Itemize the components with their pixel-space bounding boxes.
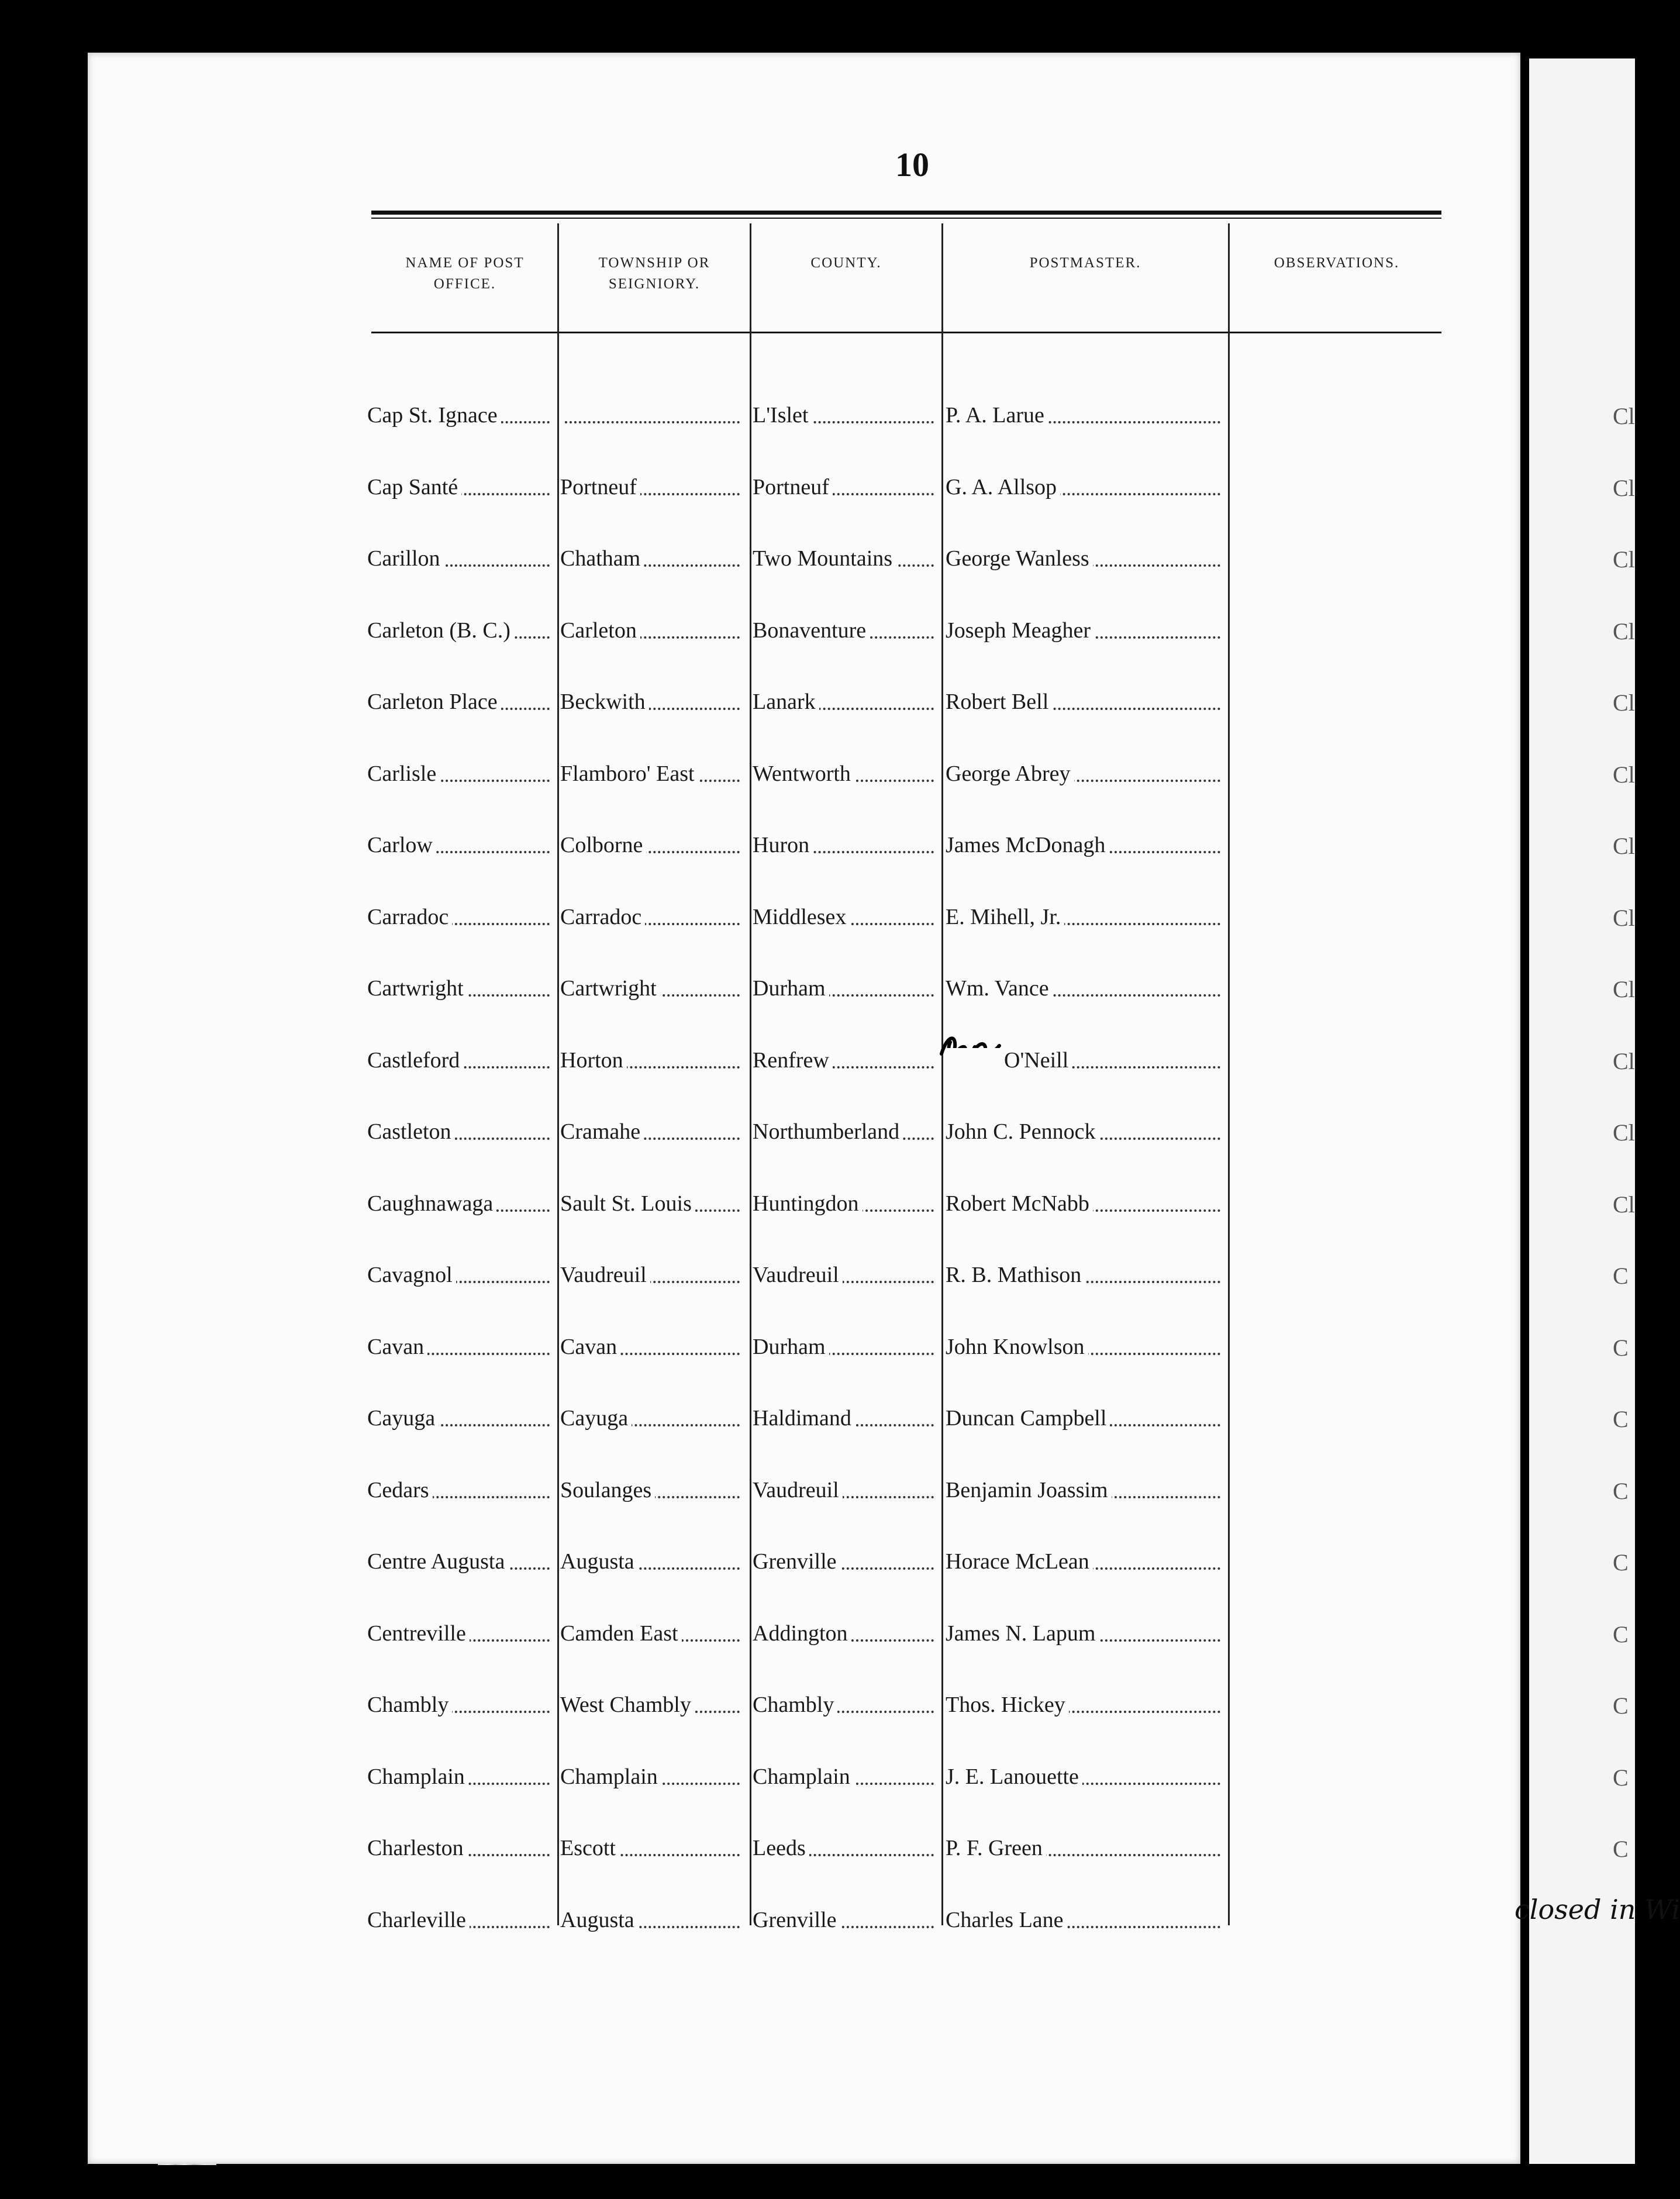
township-name-cell <box>560 899 744 935</box>
table-top-rule <box>371 211 1441 215</box>
post-office-name-cell <box>367 828 554 863</box>
postmaster-name: Robert McNabb <box>946 1191 1093 1216</box>
next-page-margin-text: C <box>1613 1334 1629 1361</box>
post-office-name: Centreville <box>367 1621 470 1646</box>
header-observations: OBSERVATIONS. <box>1274 255 1400 271</box>
next-page-margin-text: C <box>1613 1764 1629 1791</box>
county-name-cell <box>753 1902 939 1938</box>
township-name-cell <box>560 1043 744 1078</box>
county-name-cell <box>753 1616 939 1651</box>
postmaster-name: John C. Pennock <box>946 1119 1099 1144</box>
table-row <box>0 1544 1635 1597</box>
county-name: Northumberland <box>753 1119 903 1144</box>
postmaster-name: O'Neill <box>946 1048 1072 1073</box>
township-name: Beckwith <box>560 690 649 714</box>
postmaster-name-cell <box>946 1759 1225 1794</box>
table-row <box>0 828 1635 880</box>
township-name-cell <box>560 1831 744 1866</box>
postmaster-name: G. A. Allsop <box>946 475 1060 499</box>
post-office-name: Cayuga <box>367 1406 439 1431</box>
header-postmaster: POSTMASTER. <box>1029 255 1141 271</box>
township-name-cell <box>560 1401 744 1436</box>
post-office-name: Castleton <box>367 1119 455 1144</box>
table-row <box>0 613 1635 666</box>
county-name: Vaudreuil <box>753 1478 843 1502</box>
next-page-margin-text: C <box>1613 1693 1629 1719</box>
table-row <box>0 1473 1635 1525</box>
county-name: Two Mountains <box>753 546 896 571</box>
table-row <box>0 541 1635 594</box>
post-office-name: Carlow <box>367 833 436 857</box>
post-office-name: Centre Augusta <box>367 1549 508 1574</box>
postmaster-name: Wm. Vance <box>946 976 1053 1001</box>
next-page-margin-text: C <box>1613 1477 1629 1504</box>
county-name: Durham <box>753 1335 829 1359</box>
postmaster-name: Horace McLean <box>946 1549 1093 1574</box>
postmaster-name: P. F. Green <box>946 1836 1046 1860</box>
county-name: Champlain <box>753 1764 854 1789</box>
post-office-name: Cap St. Ignace <box>367 403 501 428</box>
township-name: Portneuf <box>560 475 640 499</box>
county-name: L'Islet <box>753 403 812 428</box>
post-office-name: Cavagnol <box>367 1263 456 1287</box>
county-name: Lanark <box>753 690 819 714</box>
county-name-cell <box>753 1186 939 1221</box>
county-name: Leeds <box>753 1836 809 1860</box>
table-row <box>0 1257 1635 1310</box>
post-office-name-cell <box>367 613 554 648</box>
post-office-name: Chambly <box>367 1693 452 1717</box>
next-page-margin-text: C <box>1613 1549 1629 1576</box>
post-office-name-cell <box>367 1616 554 1651</box>
next-page-margin-text: Cl <box>1613 976 1635 1002</box>
table-row <box>0 1043 1635 1095</box>
post-office-name: Castleford <box>367 1048 463 1073</box>
county-name-cell <box>753 1114 939 1149</box>
township-name <box>560 403 564 428</box>
post-office-name-cell <box>367 1831 554 1866</box>
next-page-margin-text: C <box>1613 1621 1629 1647</box>
postmaster-name-cell <box>946 1616 1225 1651</box>
township-name-cell <box>560 971 744 1006</box>
table-row <box>0 470 1635 522</box>
table-row <box>0 756 1635 809</box>
township-name: Horton <box>560 1048 627 1073</box>
post-office-name: Caughnawaga <box>367 1191 496 1216</box>
postmaster-name-cell <box>946 1329 1225 1364</box>
postmaster-name-cell <box>946 1687 1225 1722</box>
township-name: Sault St. Louis <box>560 1191 695 1216</box>
next-page-margin-text: Cl <box>1613 474 1635 501</box>
next-page-margin-text: Cl <box>1613 1047 1635 1074</box>
township-name-cell <box>560 1257 744 1292</box>
county-name-cell <box>753 971 939 1006</box>
next-page-margin-text: Cl <box>1613 1119 1635 1146</box>
table-row <box>0 1186 1635 1239</box>
township-name-cell <box>560 1473 744 1508</box>
postmaster-name-cell <box>946 1473 1225 1508</box>
postmaster-name: P. A. Larue <box>946 403 1048 428</box>
postmaster-name-cell <box>946 971 1225 1006</box>
township-name-cell <box>560 1329 744 1364</box>
county-name: Huntingdon <box>753 1191 863 1216</box>
township-name: Cartwright <box>560 976 660 1001</box>
table-row <box>0 1616 1635 1669</box>
township-name: Augusta <box>560 1549 638 1574</box>
county-name: Wentworth <box>753 761 854 786</box>
post-office-name-cell <box>367 1329 554 1364</box>
postmaster-name: John Knowlson <box>946 1335 1088 1359</box>
next-page-margin-text: Cl <box>1613 690 1635 716</box>
county-name: Huron <box>753 833 813 857</box>
postmaster-name: James McDonagh <box>946 833 1109 857</box>
post-office-name: Carradoc <box>367 905 452 929</box>
post-office-name-cell <box>367 398 554 433</box>
post-office-name: Cap Santé <box>367 475 461 499</box>
county-name: Addington <box>753 1621 851 1646</box>
county-name-cell <box>753 684 939 719</box>
township-name-cell <box>560 1114 744 1149</box>
postmaster-name-cell <box>946 470 1225 505</box>
table-row <box>0 971 1635 1023</box>
postmaster-name-cell <box>946 1544 1225 1579</box>
post-office-name-cell <box>367 1759 554 1794</box>
postmaster-name-cell <box>946 899 1225 935</box>
county-name-cell <box>753 756 939 791</box>
county-name: Chambly <box>753 1693 837 1717</box>
county-name-cell <box>753 541 939 576</box>
post-office-name: Carlisle <box>367 761 440 786</box>
postmaster-name-cell <box>946 613 1225 648</box>
margin-annotation: closed in Wi <box>1515 1894 1680 1925</box>
header-bottom-rule <box>371 332 1441 333</box>
postmaster-name-cell <box>946 398 1225 433</box>
postmaster-name-cell <box>946 684 1225 719</box>
table-row <box>0 1401 1635 1453</box>
county-name: Portneuf <box>753 475 833 499</box>
postmaster-name: R. B. Mathison <box>946 1263 1085 1287</box>
post-office-name-cell <box>367 541 554 576</box>
postmaster-name: Joseph Meagher <box>946 618 1094 643</box>
township-name: Chatham <box>560 546 644 571</box>
post-office-name-cell <box>367 1401 554 1436</box>
township-name-cell <box>560 1687 744 1722</box>
post-office-name: Cedars <box>367 1478 433 1502</box>
postmaster-name-cell <box>946 541 1225 576</box>
township-name: Soulanges <box>560 1478 655 1502</box>
table-row <box>0 1831 1635 1883</box>
post-office-name: Carleton (B. C.) <box>367 618 514 643</box>
postmaster-name: Duncan Campbell <box>946 1406 1110 1431</box>
county-name: Durham <box>753 976 829 1001</box>
post-office-name-cell <box>367 1257 554 1292</box>
post-office-name-cell <box>367 684 554 719</box>
county-name-cell <box>753 828 939 863</box>
postmaster-name-cell <box>946 1043 1225 1078</box>
post-office-name-cell <box>367 971 554 1006</box>
county-name-cell <box>753 1043 939 1078</box>
postmaster-name-cell <box>946 1902 1225 1938</box>
township-name: Carradoc <box>560 905 645 929</box>
page-number: 10 <box>895 146 929 184</box>
county-name: Grenville <box>753 1908 840 1932</box>
table-row <box>0 1329 1635 1382</box>
township-name: Cayuga <box>560 1406 632 1431</box>
county-name-cell <box>753 470 939 505</box>
postmaster-name-cell <box>946 1257 1225 1292</box>
county-name-cell <box>753 1831 939 1866</box>
township-name-cell <box>560 1759 744 1794</box>
county-name-cell <box>753 1544 939 1579</box>
county-name: Bonaventure <box>753 618 870 643</box>
header-post-office: NAME OF POST OFFICE. <box>405 255 525 292</box>
township-name-cell <box>560 470 744 505</box>
postmaster-name: George Abrey <box>946 761 1074 786</box>
postmaster-name: J. E. Lanouette <box>946 1764 1082 1789</box>
county-name: Middlesex <box>753 905 850 929</box>
postmaster-name-cell <box>946 828 1225 863</box>
postmaster-name-cell <box>946 1114 1225 1149</box>
table-row <box>0 1902 1635 1955</box>
next-page-margin-text: Cl <box>1613 761 1635 788</box>
township-name-cell <box>560 613 744 648</box>
table-row <box>0 398 1635 450</box>
post-office-name-cell <box>367 1902 554 1938</box>
county-name: Haldimand <box>753 1406 855 1431</box>
county-name-cell <box>753 1329 939 1364</box>
township-name: Escott <box>560 1836 619 1860</box>
postmaster-name: Charles Lane <box>946 1908 1067 1932</box>
table-row <box>0 1759 1635 1812</box>
next-page-margin-text: Cl <box>1613 904 1635 931</box>
county-name-cell <box>753 899 939 935</box>
township-name: Cramahe <box>560 1119 644 1144</box>
county-name-cell <box>753 1473 939 1508</box>
table-row <box>0 899 1635 952</box>
county-name: Vaudreuil <box>753 1263 843 1287</box>
post-office-name-cell <box>367 1473 554 1508</box>
township-name: Vaudreuil <box>560 1263 650 1287</box>
county-name: Renfrew <box>753 1048 833 1073</box>
next-page-margin-text: C <box>1613 1836 1629 1862</box>
township-name-cell <box>560 828 744 863</box>
post-office-name-cell <box>367 1114 554 1149</box>
township-name: Cavan <box>560 1335 620 1359</box>
table-row <box>0 1114 1635 1167</box>
postmaster-name: Benjamin Joassim <box>946 1478 1112 1502</box>
next-page-margin-text: Cl <box>1613 1191 1635 1218</box>
postmaster-name: James N. Lapum <box>946 1621 1099 1646</box>
postmaster-name-cell <box>946 756 1225 791</box>
post-office-name: Carillon <box>367 546 444 571</box>
table-row <box>0 684 1635 737</box>
post-office-name: Cavan <box>367 1335 427 1359</box>
post-office-name-cell <box>367 899 554 935</box>
postmaster-name-cell <box>946 1186 1225 1221</box>
township-name: Flamboro' East <box>560 761 698 786</box>
county-name-cell <box>753 1759 939 1794</box>
post-office-name-cell <box>367 756 554 791</box>
township-name: Colborne <box>560 833 646 857</box>
county-name: Grenville <box>753 1549 840 1574</box>
post-office-name: Carleton Place <box>367 690 501 714</box>
county-name-cell <box>753 1257 939 1292</box>
township-name: Augusta <box>560 1908 638 1932</box>
township-name: Carleton <box>560 618 640 643</box>
header-township: TOWNSHIP OR SEIGNIORY. <box>598 255 710 292</box>
next-page-margin-text: C <box>1613 1263 1629 1289</box>
county-name-cell <box>753 1687 939 1722</box>
postmaster-name: Robert Bell <box>946 690 1052 714</box>
post-office-name: Cartwright <box>367 976 467 1001</box>
postmaster-name: E. Mihell, Jr. <box>946 905 1064 929</box>
postmaster-name-cell <box>946 1401 1225 1436</box>
county-name-cell <box>753 398 939 433</box>
post-office-name-cell <box>367 1043 554 1078</box>
postmaster-name-cell <box>946 1831 1225 1866</box>
next-page-margin-text: Cl <box>1613 618 1635 644</box>
table-top-rule-thin <box>371 218 1441 219</box>
postmaster-name: George Wanless <box>946 546 1093 571</box>
township-name-cell <box>560 684 744 719</box>
post-office-name-cell <box>367 1186 554 1221</box>
postmaster-name: Thos. Hickey <box>946 1693 1069 1717</box>
township-name-cell <box>560 1544 744 1579</box>
post-office-name: Charleston <box>367 1836 467 1860</box>
table-row <box>0 1687 1635 1740</box>
township-name: Camden East <box>560 1621 682 1646</box>
township-name-cell <box>560 398 744 433</box>
township-name-cell <box>560 541 744 576</box>
township-name-cell <box>560 1902 744 1938</box>
post-office-name-cell <box>367 1544 554 1579</box>
post-office-name: Charleville <box>367 1908 470 1932</box>
header-county: COUNTY. <box>810 255 882 271</box>
township-name-cell <box>560 1616 744 1651</box>
township-name-cell <box>560 756 744 791</box>
township-name: Champlain <box>560 1764 661 1789</box>
township-name: West Chambly <box>560 1693 695 1717</box>
post-office-name: Champlain <box>367 1764 468 1789</box>
post-office-name-cell <box>367 1687 554 1722</box>
county-name-cell <box>753 1401 939 1436</box>
post-office-name-cell <box>367 470 554 505</box>
next-page-margin-text: Cl <box>1613 546 1635 573</box>
next-page-margin-text: Cl <box>1613 403 1635 429</box>
county-name-cell <box>753 613 939 648</box>
next-page-margin-text: Cl <box>1613 833 1635 859</box>
next-page-margin-text: C <box>1613 1406 1629 1432</box>
township-name-cell <box>560 1186 744 1221</box>
